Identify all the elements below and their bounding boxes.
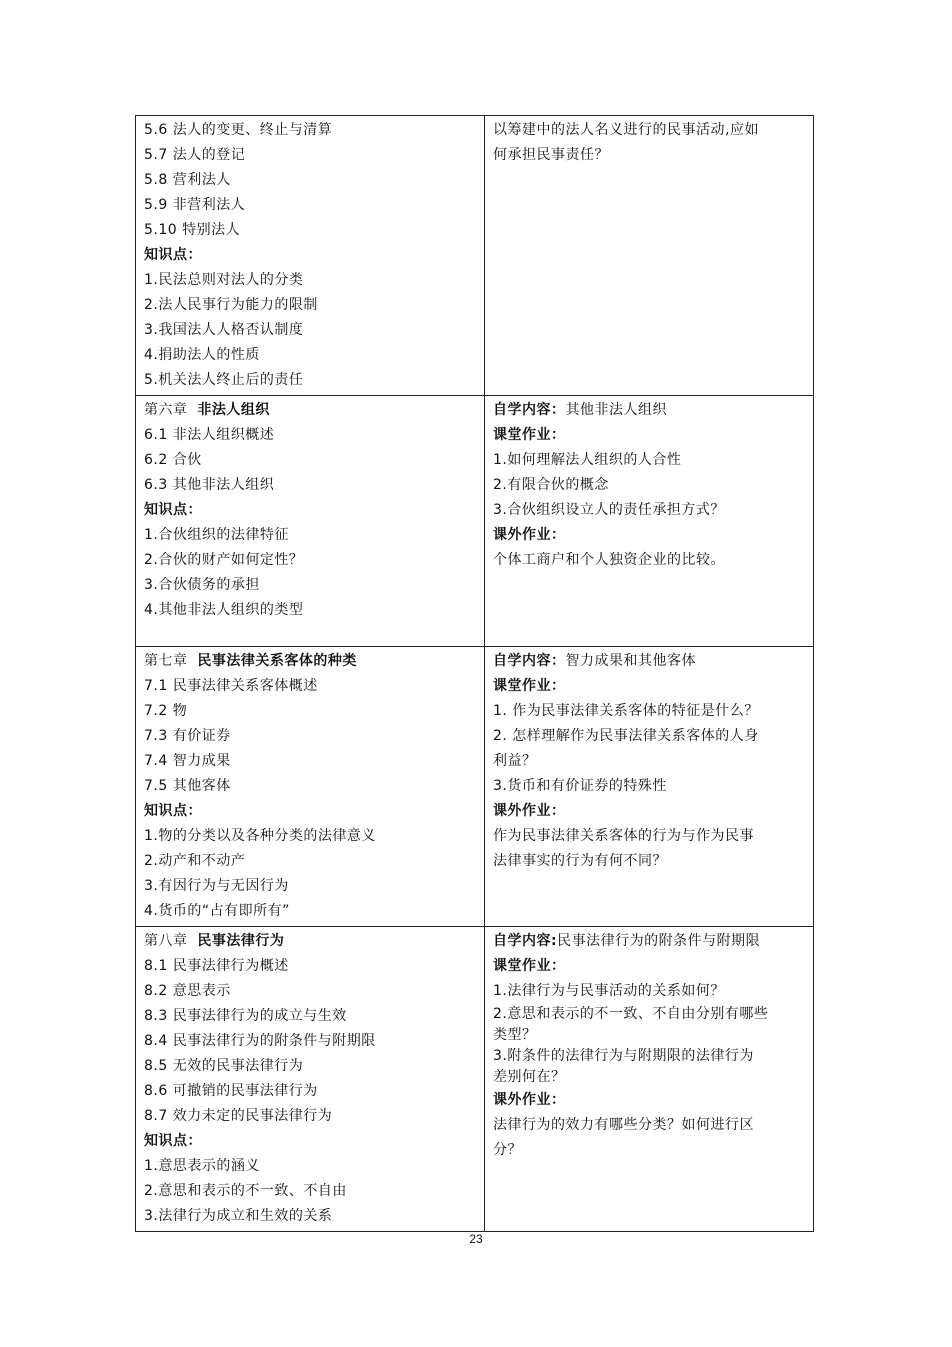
classwork-item: 1.如何理解法人组织的人合性 (493, 452, 682, 468)
assignment-text: 以筹建中的法人名义进行的民事活动,应如 (493, 122, 759, 138)
knowledge-point: 1.物的分类以及各种分类的法律意义 (144, 828, 376, 844)
self-study-text: 民事法律行为的附条件与附期限 (557, 933, 761, 949)
chapter-heading (144, 649, 476, 674)
syllabus-table (135, 115, 814, 1232)
chapter-title: 非法人组织 (197, 402, 270, 418)
section-item: 7.4 智力成果 (144, 753, 231, 769)
self-study-text: 其他非法人组织 (565, 402, 667, 418)
homework-label: 课外作业： (493, 1092, 566, 1108)
knowledge-point: 2.合伙的财产如何定性？ (144, 552, 304, 568)
section-item: 6.3 其他非法人组织 (144, 477, 275, 493)
classwork-item: 2. 怎样理解作为民事法律关系客体的人身 (493, 728, 759, 744)
classwork-label: 课堂作业： (493, 678, 566, 694)
chapter-heading (144, 929, 476, 954)
homework-item: 法律事实的行为有何不同？ (493, 853, 667, 869)
section-item: 8.3 民事法律行为的成立与生效 (144, 1008, 347, 1024)
classwork-item: 3.合伙组织设立人的责任承担方式？ (493, 502, 725, 518)
classwork-item: 2.有限合伙的概念 (493, 477, 609, 493)
knowledge-point: 1.民法总则对法人的分类 (144, 272, 304, 288)
homework-item: 作为民事法律关系客体的行为与作为民事 (493, 828, 754, 844)
chapter-title: 民事法律关系客体的种类 (197, 653, 357, 669)
knowledge-point: 5.机关法人终止后的责任 (144, 372, 304, 388)
homework-item: 个体工商户和个人独资企业的比较。 (493, 552, 725, 568)
section-item: 8.6 可撤销的民事法律行为 (144, 1083, 318, 1099)
chapter-heading (144, 398, 476, 423)
classwork-item: 3.附条件的法律行为与附期限的法律行为 (493, 1048, 754, 1064)
chapter-outline-cell (136, 927, 485, 1232)
section-item: 8.4 民事法律行为的附条件与附期限 (144, 1033, 376, 1049)
chapter-prefix: 第八章 (144, 933, 188, 949)
table-row (136, 927, 814, 1232)
homework-label: 课外作业： (493, 527, 566, 543)
classwork-item: 利益？ (493, 753, 537, 769)
table-row (136, 647, 814, 927)
section-item: 5.9 非营利法人 (144, 197, 246, 213)
assignment-text: 何承担民事责任？ (493, 147, 609, 163)
knowledge-point: 2.动产和不动产 (144, 853, 246, 869)
self-study-line (493, 398, 805, 423)
knowledge-points-label: 知识点： (144, 1133, 202, 1149)
knowledge-points-label: 知识点： (144, 247, 202, 263)
section-item: 7.1 民事法律关系客体概述 (144, 678, 318, 694)
homework-label: 课外作业： (493, 803, 566, 819)
self-study-label: 自学内容： (493, 653, 566, 669)
section-item: 7.3 有价证券 (144, 728, 231, 744)
classwork-item: 1. 作为民事法律关系客体的特征是什么？ (493, 703, 759, 719)
classwork-item: 差别何在？ (493, 1069, 566, 1085)
assignment-cell (485, 927, 814, 1232)
knowledge-point: 4.捐助法人的性质 (144, 347, 260, 363)
section-item: 8.1 民事法律行为概述 (144, 958, 289, 974)
section-item: 6.1 非法人组织概述 (144, 427, 275, 443)
classwork-item: 1.法律行为与民事活动的关系如何？ (493, 983, 725, 999)
section-item: 8.2 意思表示 (144, 983, 231, 999)
knowledge-point: 3.法律行为成立和生效的关系 (144, 1208, 333, 1224)
self-study-label: 自学内容： (493, 402, 566, 418)
homework-item: 分？ (493, 1142, 522, 1158)
section-item: 6.2 合伙 (144, 452, 202, 468)
self-study-line (493, 929, 805, 954)
page-number: 23 (469, 1232, 483, 1246)
classwork-item: 类型？ (493, 1027, 537, 1043)
section-item: 8.5 无效的民事法律行为 (144, 1058, 304, 1074)
knowledge-point: 3.我国法人人格否认制度 (144, 322, 304, 338)
chapter-prefix: 第六章 (144, 402, 188, 418)
classwork-label: 课堂作业： (493, 427, 566, 443)
chapter-outline-cell (136, 647, 485, 927)
knowledge-point: 4.货币的“占有即所有” (144, 903, 290, 919)
chapter-outline-cell (136, 116, 485, 396)
classwork-label: 课堂作业： (493, 958, 566, 974)
table-row (136, 396, 814, 647)
section-item: 5.6 法人的变更、终止与清算 (144, 122, 333, 138)
section-item: 8.7 效力未定的民事法律行为 (144, 1108, 333, 1124)
knowledge-points-label: 知识点： (144, 502, 202, 518)
self-study-text: 智力成果和其他客体 (565, 653, 696, 669)
homework-item: 法律行为的效力有哪些分类？如何进行区 (493, 1117, 754, 1133)
knowledge-point: 2.法人民事行为能力的限制 (144, 297, 318, 313)
assignment-cell (485, 396, 814, 647)
knowledge-point: 2.意思和表示的不一致、不自由 (144, 1183, 347, 1199)
self-study-label: 自学内容: (493, 933, 558, 949)
knowledge-point: 3.有因行为与无因行为 (144, 878, 289, 894)
knowledge-point: 4.其他非法人组织的类型 (144, 602, 304, 618)
table-row (136, 116, 814, 396)
section-item: 5.8 营利法人 (144, 172, 231, 188)
section-item: 5.10 特别法人 (144, 222, 241, 238)
knowledge-points-label: 知识点： (144, 803, 202, 819)
knowledge-point: 1.合伙组织的法律特征 (144, 527, 289, 543)
self-study-line (493, 649, 805, 674)
classwork-item: 3.货币和有价证券的特殊性 (493, 778, 667, 794)
chapter-title: 民事法律行为 (197, 933, 285, 949)
section-item: 5.7 法人的登记 (144, 147, 246, 163)
assignment-cell (485, 647, 814, 927)
section-item: 7.5 其他客体 (144, 778, 231, 794)
knowledge-point: 1.意思表示的涵义 (144, 1158, 260, 1174)
chapter-outline-cell (136, 396, 485, 647)
classwork-item: 2.意思和表示的不一致、不自由分别有哪些 (493, 1006, 769, 1022)
assignment-cell (485, 116, 814, 396)
section-item: 7.2 物 (144, 703, 188, 719)
knowledge-point: 3.合伙债务的承担 (144, 577, 260, 593)
chapter-prefix: 第七章 (144, 653, 188, 669)
